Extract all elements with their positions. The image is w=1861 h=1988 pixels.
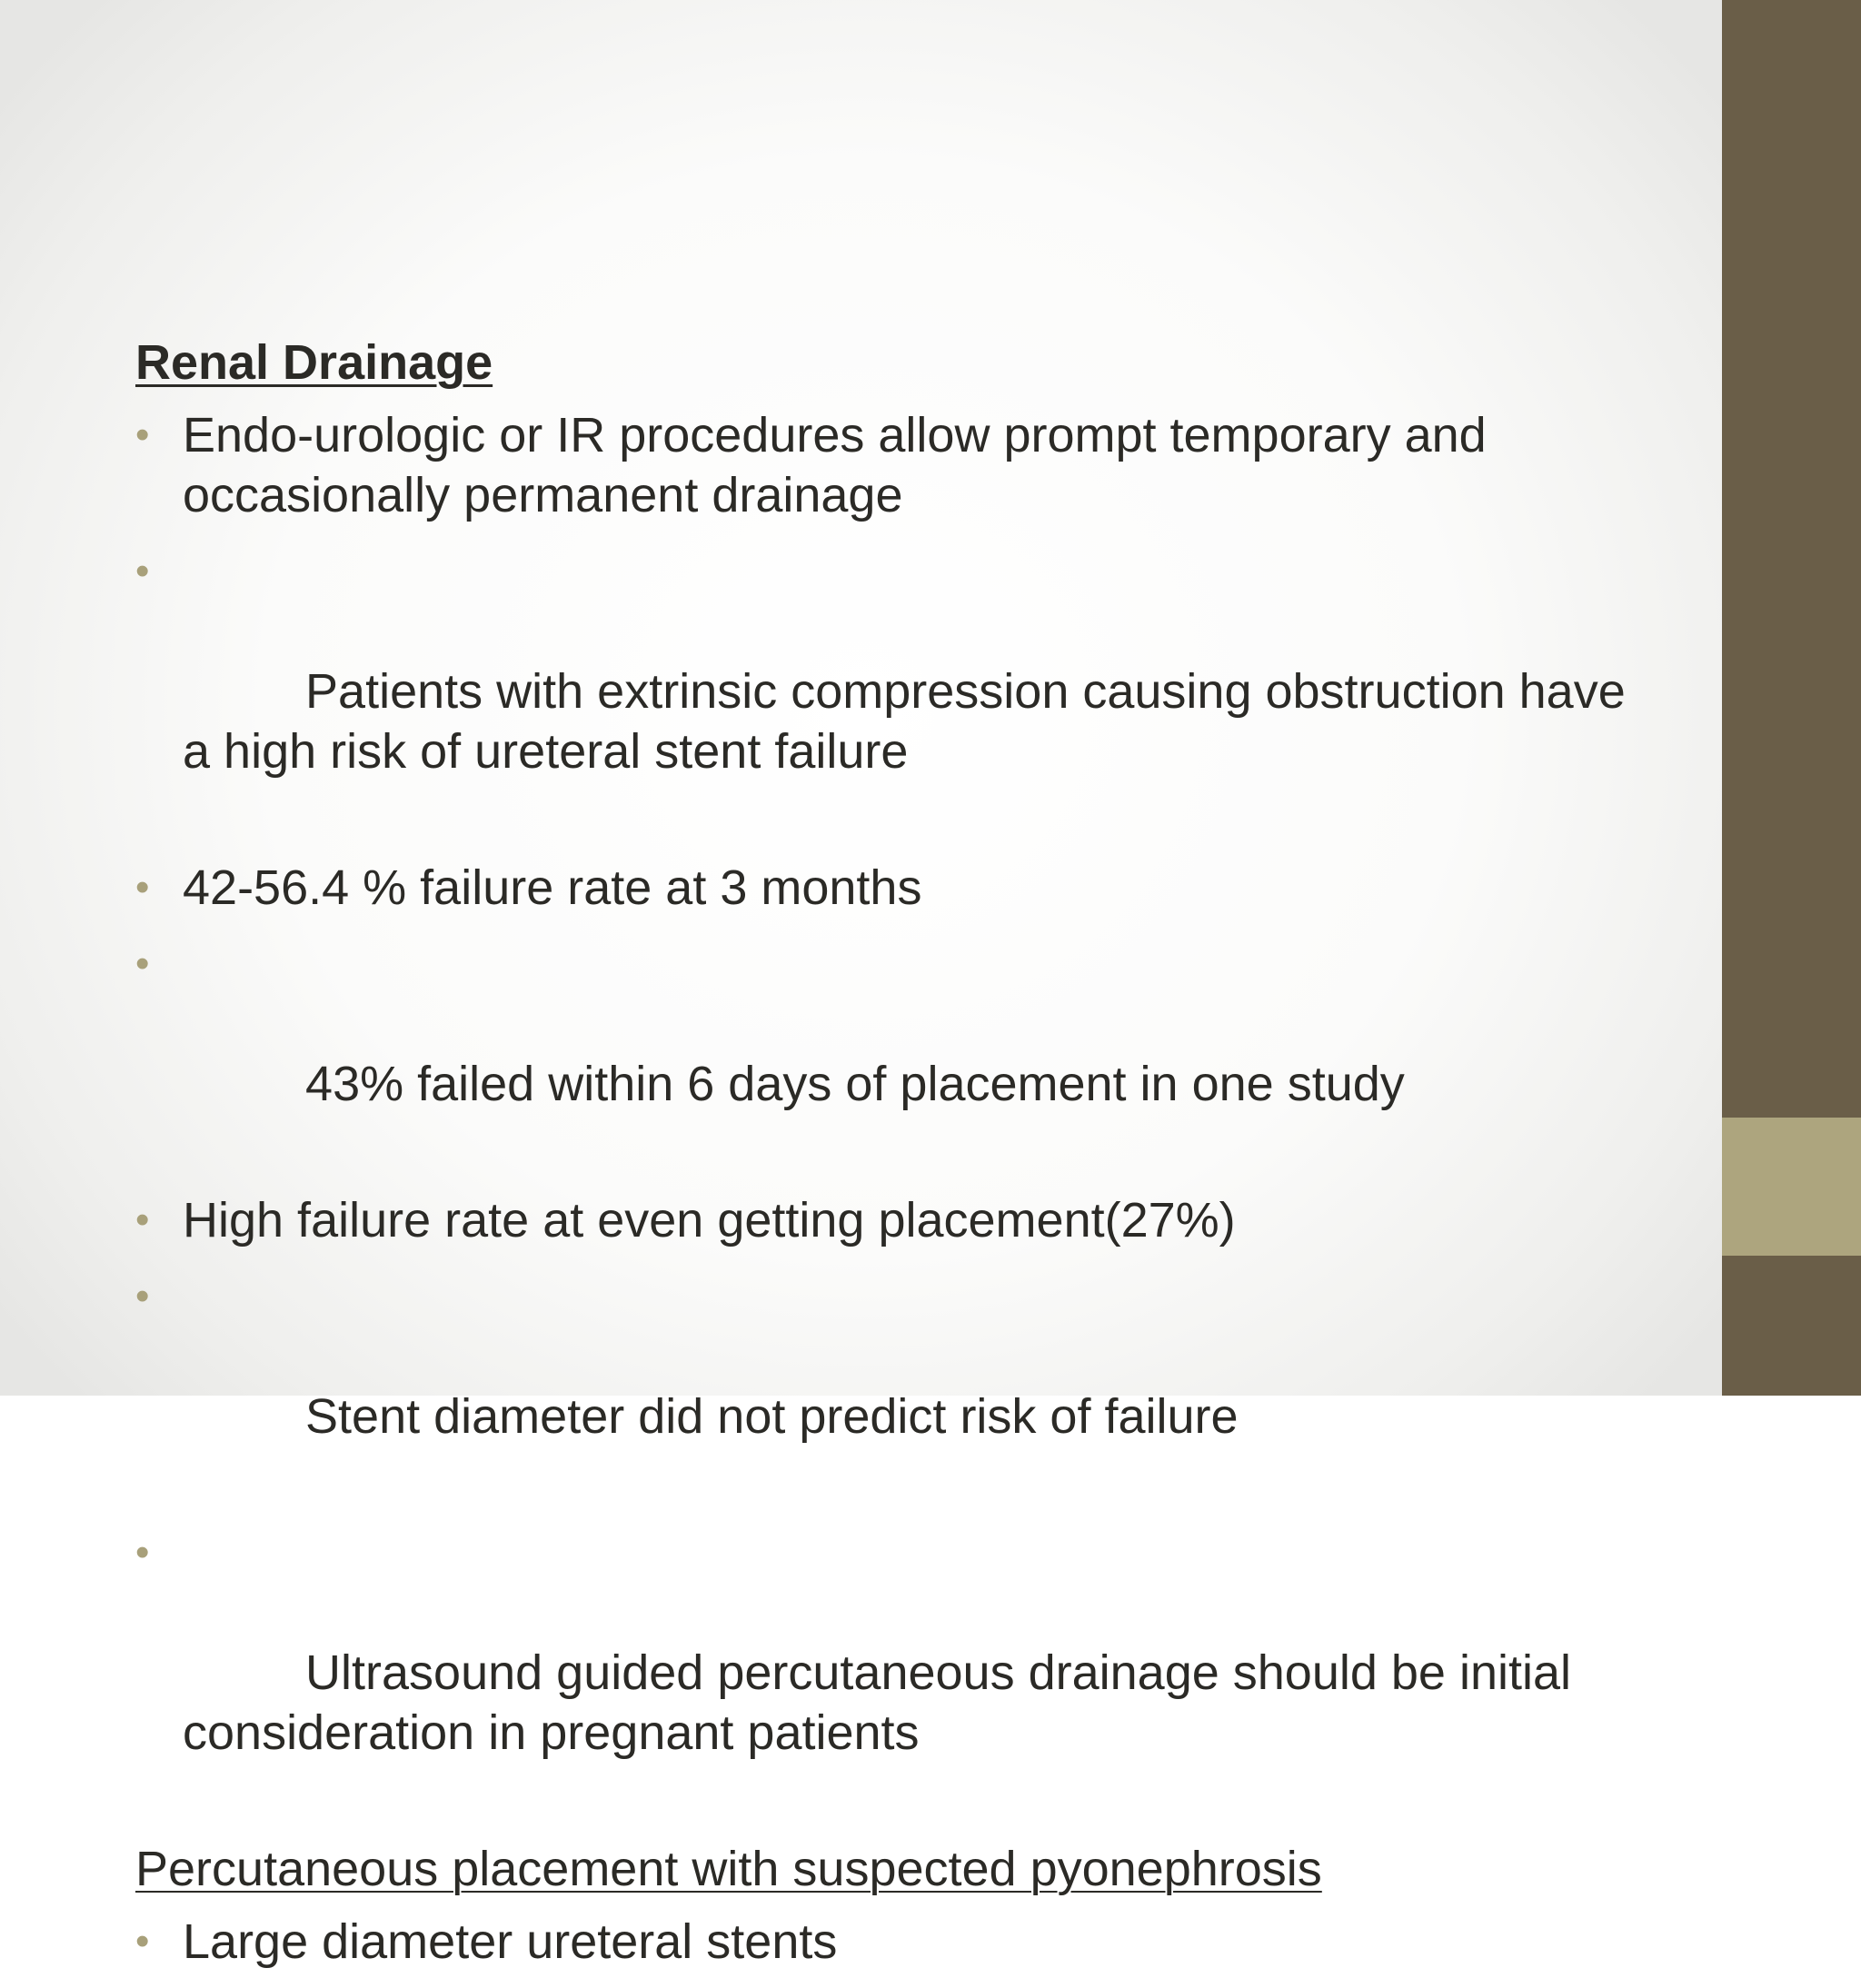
bullet-icon: • xyxy=(135,413,150,457)
bullet-text: Stent diameter did not predict risk of failure xyxy=(292,1389,1239,1444)
bullet-icon: • xyxy=(135,1274,150,1318)
section-heading-percutaneous-placement: Percutaneous placement with suspected pyonephrosis xyxy=(135,1842,1322,1896)
bullet-item xyxy=(135,542,1639,841)
bullet-item xyxy=(135,934,1626,1174)
bullet-icon: • xyxy=(135,549,150,593)
bullet-item xyxy=(135,1523,1626,1823)
bullet-list-percutaneous-placement xyxy=(135,1912,1626,1972)
bullet-icon: • xyxy=(135,865,150,910)
bullet-item xyxy=(135,1912,1626,1972)
bullet-text: Endo-urologic or IR procedures allow prompt temporary and occasionally permanent drainage xyxy=(183,408,1487,522)
bullet-item xyxy=(135,1267,1626,1506)
bullet-text: 43% failed within 6 days of placement in one study xyxy=(292,1057,1405,1111)
section-heading-renal-drainage: Renal Drainage xyxy=(135,335,493,390)
bullet-item xyxy=(135,405,1626,525)
bullet-item xyxy=(135,1190,1626,1250)
bullet-icon: • xyxy=(135,1530,150,1575)
bullet-item xyxy=(135,858,1626,918)
decorative-sidebar-accent xyxy=(1722,1118,1861,1256)
bullet-icon: • xyxy=(135,1919,150,1963)
bullet-text: Patients with extrinsic compression causing obstruction have a high risk of ureteral stent failure xyxy=(183,664,1639,779)
bullet-text: Large diameter ureteral stents xyxy=(183,1914,838,1969)
bullet-text: Ultrasound guided percutaneous drainage should be initial consideration in pregnant patients xyxy=(183,1645,1586,1760)
bullet-text: 42-56.4 % failure rate at 3 months xyxy=(183,860,922,915)
bullet-icon: • xyxy=(135,1198,150,1242)
slide-content xyxy=(135,333,1639,1988)
bullet-list-renal-drainage xyxy=(135,405,1639,1823)
bullet-text: High failure rate at even getting placement(27%) xyxy=(183,1193,1236,1247)
bullet-icon: • xyxy=(135,941,150,986)
